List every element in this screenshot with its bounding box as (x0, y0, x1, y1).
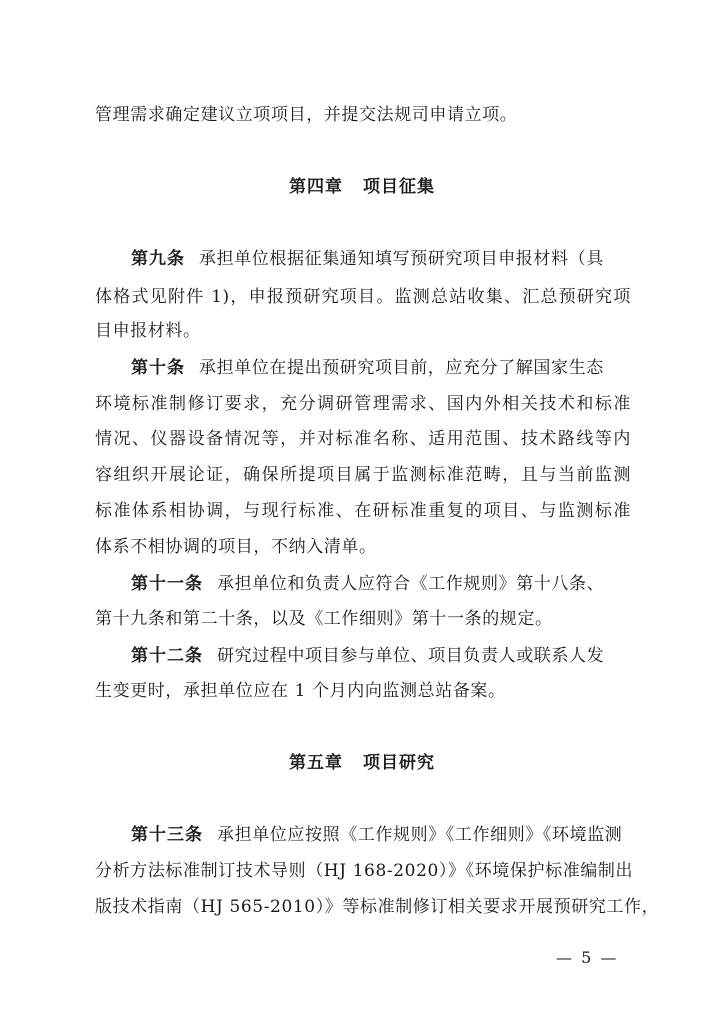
article-label: 第十二条 (131, 646, 203, 666)
paragraph-line: 分析方法标准制订技术导则（HJ 168-2020）》《环境保护标准编制出 (95, 861, 634, 881)
chapter-number: 第四章 (289, 177, 343, 197)
paragraph-line: 体系不相协调的项目，不纳入清单。 (95, 537, 377, 557)
article-text: 承担单位根据征集通知填写预研究项目申报材料（具 (199, 249, 604, 269)
chapter-heading-4 (0, 176, 724, 198)
paragraph-line: 生变更时，承担单位应在 1 个月内向监测总站备案。 (95, 681, 506, 701)
chapter-title: 项目研究 (363, 753, 435, 773)
paragraph-line: 标准体系相协调，与现行标准、在研标准重复的项目、与监测标准 (95, 501, 631, 521)
article-13-line (131, 824, 631, 846)
chapter-title: 项目征集 (363, 177, 435, 197)
article-text: 承担单位应按照《工作规则》《工作细则》《环境监测 (217, 825, 623, 845)
chapter-heading-5 (0, 752, 724, 774)
paragraph-line: 版技术指南（HJ 565-2010）》等标准制修订相关要求开展预研究工作， (95, 897, 660, 917)
article-11-line (131, 573, 631, 595)
article-12-line (131, 645, 631, 667)
paragraph-line: 目申报材料。 (95, 321, 201, 341)
article-text: 研究过程中项目参与单位、项目负责人或联系人发 (217, 646, 605, 666)
article-label: 第十三条 (131, 825, 203, 845)
article-10-line (131, 357, 631, 379)
paragraph-line: 管理需求确定建议立项项目，并提交法规司申请立项。 (95, 105, 518, 125)
article-label: 第十一条 (131, 574, 203, 594)
article-label: 第十条 (131, 358, 185, 378)
paragraph-line: 容组织开展论证，确保所提项目属于监测标准范畴，且与当前监测 (95, 465, 631, 485)
paragraph-line: 环境标准制修订要求，充分调研管理需求、国内外相关技术和标准 (95, 394, 631, 414)
chapter-number: 第五章 (289, 753, 343, 773)
article-9-line (131, 248, 631, 270)
article-text: 承担单位和负责人应符合《工作规则》第十八条、 (217, 574, 605, 594)
article-text: 承担单位在提出预研究项目前，应充分了解国家生态 (199, 358, 604, 378)
article-label: 第九条 (131, 249, 185, 269)
page-number: — 5 — (556, 948, 619, 967)
paragraph-line: 情况、仪器设备情况等，并对标准名称、适用范围、技术路线等内 (95, 429, 631, 449)
paragraph-line: 第十九条和第二十条，以及《工作细则》第十一条的规定。 (95, 609, 553, 629)
paragraph-line: 体格式见附件 1)，申报预研究项目。监测总站收集、汇总预研究项 (95, 287, 631, 307)
